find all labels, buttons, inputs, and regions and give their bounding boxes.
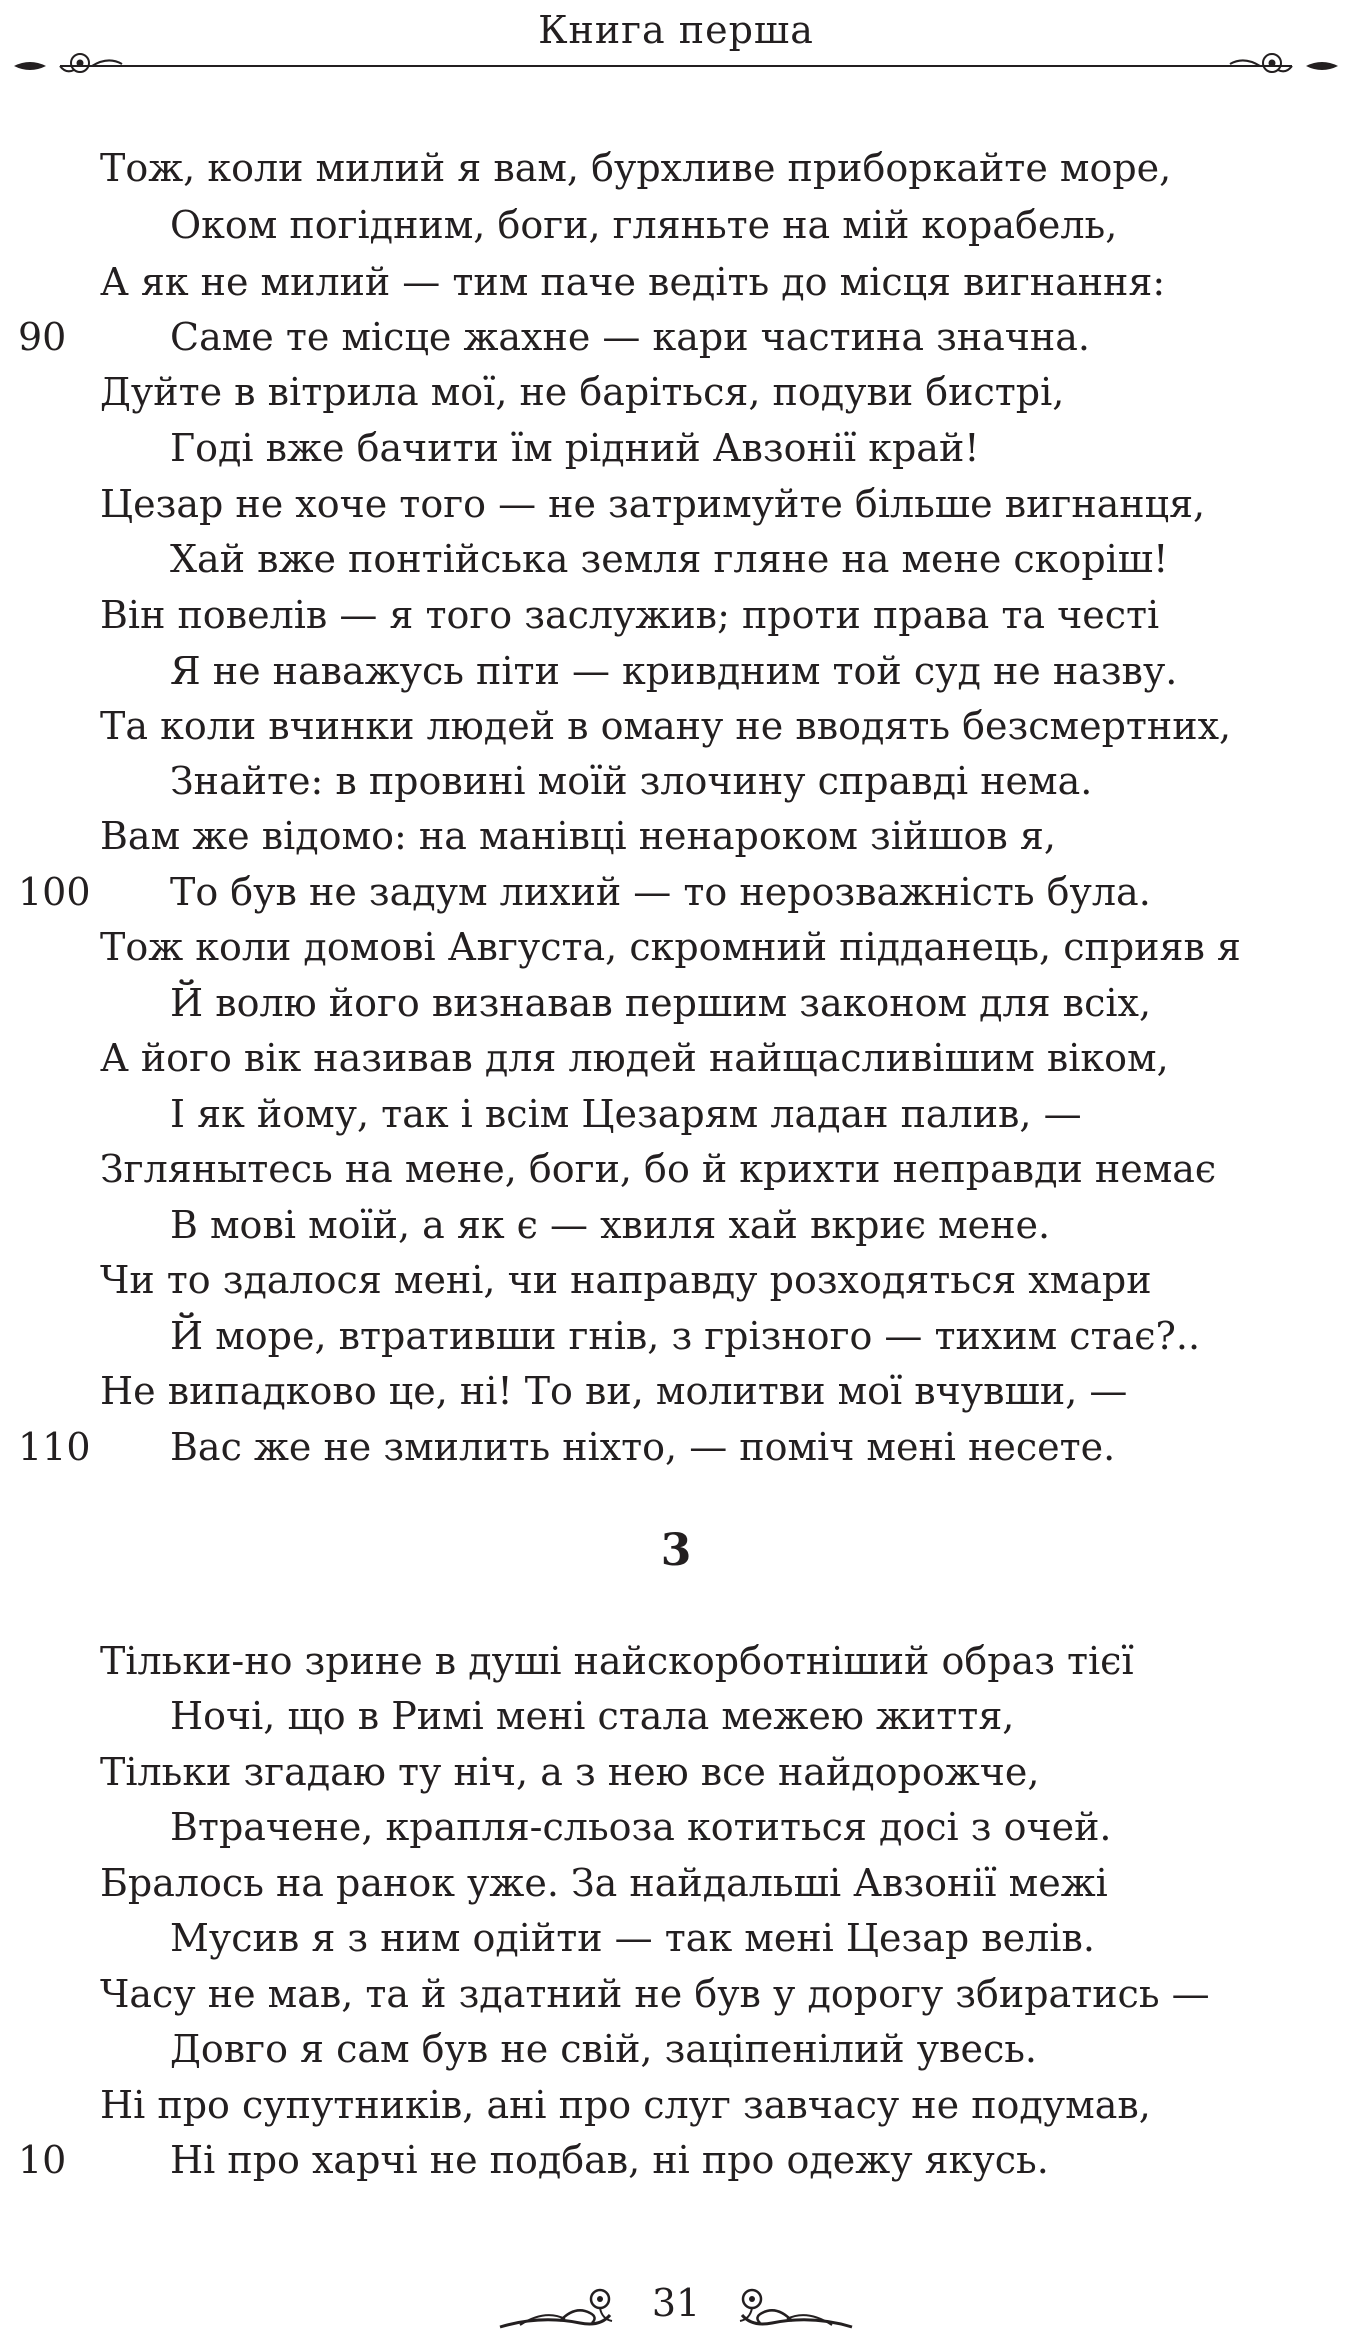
verse-line: 110 Вас же не змилить ніхто, — поміч мені несете. (0, 1417, 1352, 1477)
verse-line: 100 То був не задум лихий — то нерозважність була. (0, 862, 1352, 922)
flourish-ornament-icon (0, 46, 1352, 86)
running-header (0, 0, 1352, 80)
verse-line: Вам же відомо: на манівці ненароком зійшов я, (100, 814, 1056, 858)
verse-line: Зглянытесь на мене, боги, бо й крихти неправди немає (100, 1147, 1217, 1191)
verse-line: Тож, коли милий я вам, бурхливе приборкайте море, (100, 146, 1172, 190)
verse-line: Знайте: в провині моїй злочину справді нема. (170, 759, 1093, 803)
verse-line: Тож коли домові Августа, скромний підданець, сприяв я (100, 925, 1241, 969)
verse-line: Цезар не хоче того — не затримуйте більше вигнанця, (100, 482, 1206, 526)
line-number: 90 (18, 315, 67, 359)
verse-line: В мові моїй, а як є — хвиля хай вкриє мене. (170, 1203, 1051, 1247)
page-footer (0, 2275, 1352, 2339)
verse-line: Він повелів — я того заслужив; проти права та честі (100, 593, 1160, 637)
verse-line: Я не наважусь піти — кривдним той суд не назву. (170, 649, 1178, 693)
line-number: 10 (18, 2138, 67, 2182)
verse-line: 10 Ні про харчі не подбав, ні про одежу якусь. (0, 2130, 1352, 2190)
verse-line: 90 Саме те місце жахне — кари частина значна. (0, 307, 1352, 367)
verse-line: А як не милий — тим паче ведіть до місця вигнання: (100, 260, 1166, 304)
verse-line: Тільки згадаю ту ніч, а з нею все найдорожче, (100, 1750, 1040, 1794)
verse-line: Чи то здалося мені, чи направду розходяться хмари (100, 1258, 1152, 1302)
verse-line: А його вік називав для людей найщасливішим віком, (100, 1036, 1169, 1080)
verse-line: Й море, втративши гнів, з грізного — тихим стає?.. (170, 1314, 1201, 1358)
verse-line: Втрачене, крапля-сльоза котиться досі з очей. (170, 1805, 1112, 1849)
verse-line: Ночі, що в Римі мені стала межею життя, (170, 1694, 1015, 1738)
verse-line: Та коли вчинки людей в оману не вводять безсмертних, (100, 704, 1232, 748)
line-number: 100 (18, 870, 91, 914)
running-header-title: Книга перша (538, 8, 814, 52)
verse-line: Годі вже бачити їм рідний Авзонії край! (170, 426, 980, 470)
verse-line: Мусив я з ним одійти — так мені Цезар велів. (170, 1916, 1095, 1960)
verse-line: Тільки-но зрине в душі найскорботніший образ тієї (100, 1639, 1134, 1683)
verse-line: Ні про супутників, ані про слуг завчасу не подумав, (100, 2083, 1151, 2127)
line-number: 110 (18, 1425, 91, 1469)
section-number: 3 (660, 1525, 692, 1576)
verse-line: Довго я сам був не свій, заціпенілий увесь. (170, 2027, 1038, 2071)
verse-line: Й волю його визнавав першим законом для всіх, (170, 981, 1152, 1025)
verse-line: Дуйте в вітрила мої, не баріться, подуви бистрі, (100, 370, 1065, 414)
verse-line: Часу не мав, та й здатний не був у дорогу збиратись — (100, 1972, 1210, 2016)
verse-line: Оком погідним, боги, гляньте на мій корабель, (170, 203, 1118, 247)
verse-line: Хай вже понтійська земля гляне на мене скоріш! (170, 537, 1169, 581)
verse-line: І як йому, так і всім Цезарям ладан палив, — (170, 1092, 1082, 1136)
verse-line: Не випадково це, ні! То ви, молитви мої вчувши, — (100, 1369, 1128, 1413)
verse-line: Бралось на ранок уже. За найдальші Авзонії межі (100, 1861, 1108, 1905)
page-number: 31 (651, 2281, 701, 2325)
